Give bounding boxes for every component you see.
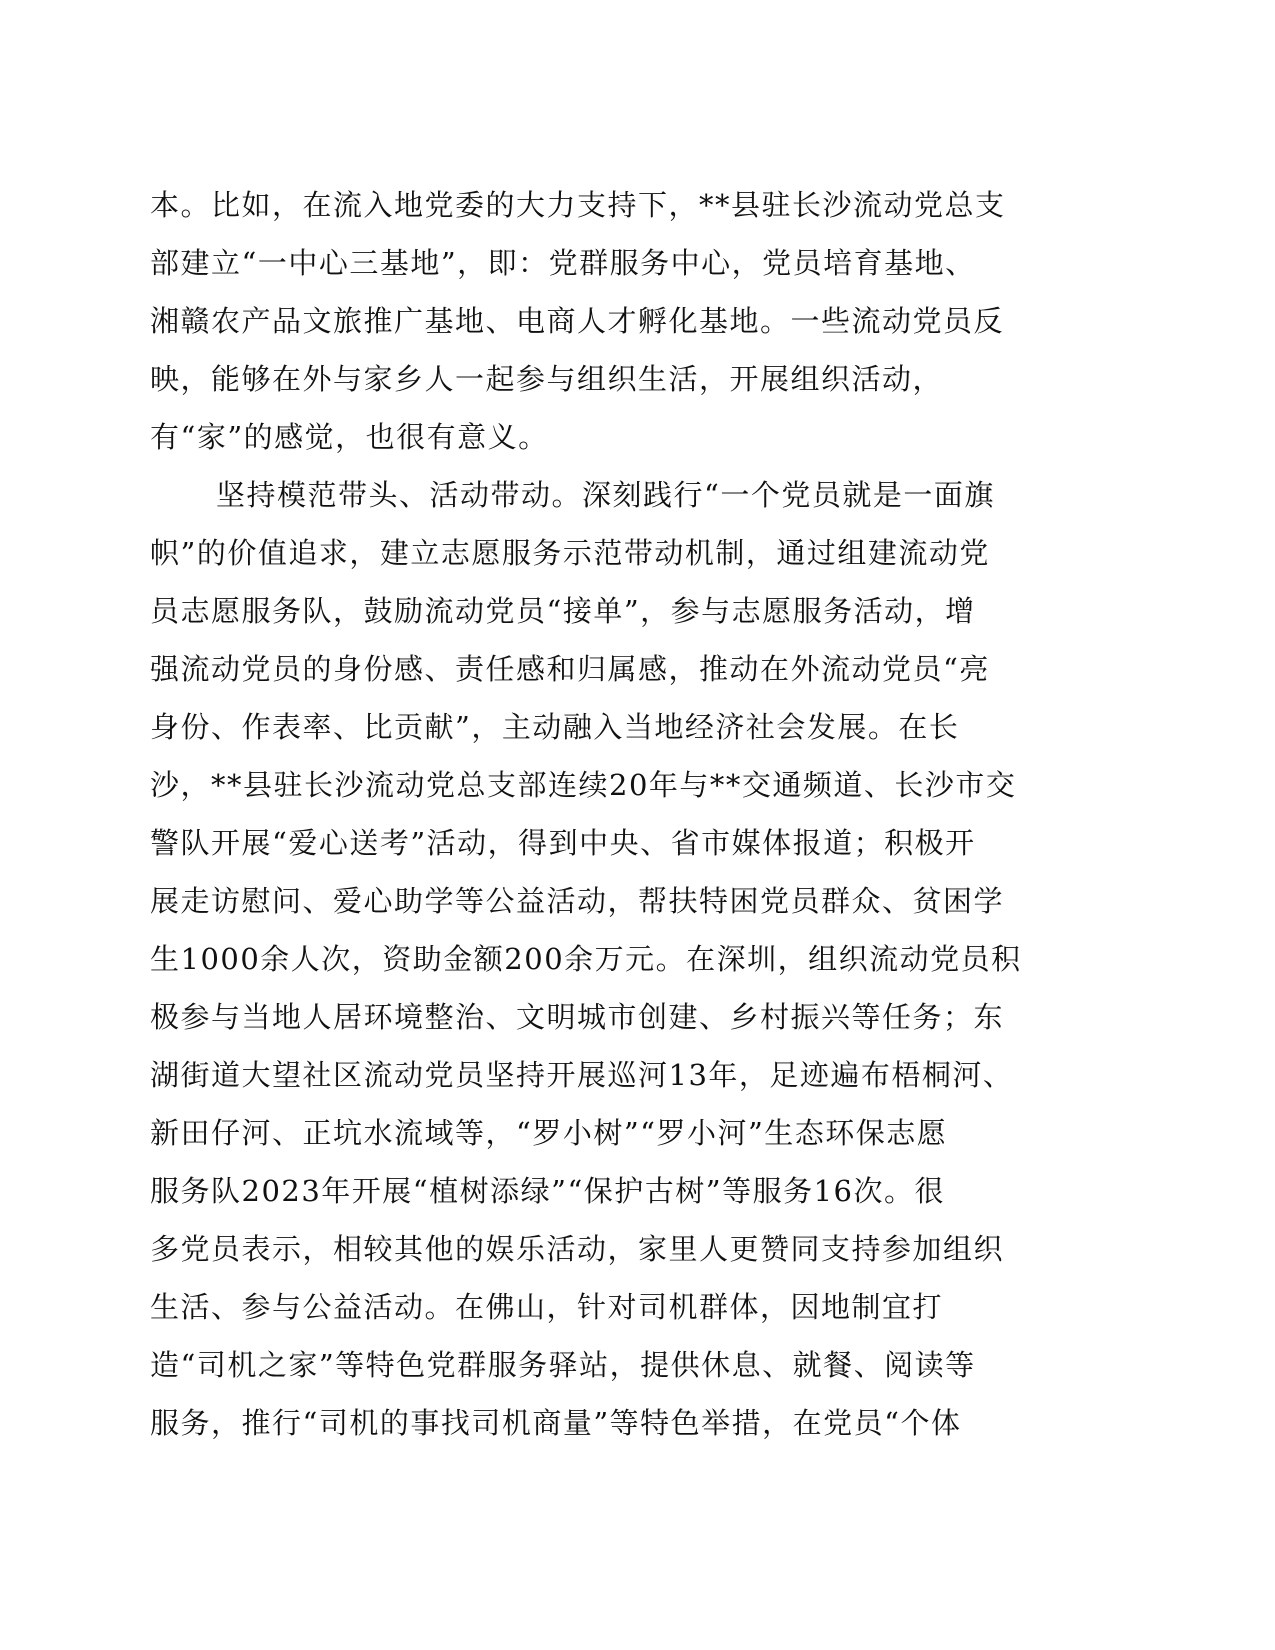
text-line: 服务队2023年开展“植树添绿”“保护古树”等服务16次。很 — [150, 1174, 946, 1208]
paragraph-model-leadership — [150, 466, 1090, 1452]
text-line: 有“家”的感觉，也很有意义。 — [150, 420, 549, 454]
paragraph-continuation — [150, 176, 1090, 466]
text-line: 生活、参与公益活动。在佛山，针对司机群体，因地制宜打 — [150, 1290, 944, 1324]
text-line: 湘赣农产品文旅推广基地、电商人才孵化基地。一些流动党员反 — [150, 304, 1005, 338]
text-line: 造“司机之家”等特色党群服务驿站，提供休息、就餐、阅读等 — [150, 1348, 976, 1382]
text-line: 员志愿服务队，鼓励流动党员“接单”，参与志愿服务活动，增 — [150, 594, 976, 628]
text-line: 湖街道大望社区流动党员坚持开展巡河13年，足迹遍布梧桐河、 — [150, 1058, 1014, 1092]
text-line: 生1000余人次，资助金额200余万元。在深圳，组织流动党员积 — [150, 942, 1022, 976]
text-line: 极参与当地人居环境整治、文明城市创建、乡村振兴等任务；东 — [150, 1000, 1005, 1034]
text-line: 多党员表示，相较其他的娱乐活动，家里人更赞同支持参加组织 — [150, 1232, 1005, 1266]
body-text — [150, 176, 1090, 1452]
text-line: 展走访慰问、爱心助学等公益活动，帮扶特困党员群众、贫困学 — [150, 884, 1005, 918]
text-line: 沙，**县驻长沙流动党总支部连续20年与**交通频道、长沙市交 — [150, 768, 1017, 802]
text-line: 坚持模范带头、活动带动。深刻践行“一个党员就是一面旗 — [216, 478, 995, 512]
text-line: 身份、作表率、比贡献”，主动融入当地经济社会发展。在长 — [150, 710, 960, 744]
text-line: 新田仔河、正坑水流域等，“罗小树”“罗小河”生态环保志愿 — [150, 1116, 948, 1150]
text-line: 映，能够在外与家乡人一起参与组织生活，开展组织活动， — [150, 362, 944, 396]
text-line: 帜”的价值追求，建立志愿服务示范带动机制，通过组建流动党 — [150, 536, 990, 570]
text-line: 强流动党员的身份感、责任感和归属感，推动在外流动党员“亮 — [150, 652, 990, 686]
text-line: 本。比如，在流入地党委的大力支持下，**县驻长沙流动党总支 — [150, 188, 1006, 222]
text-line: 服务，推行“司机的事找司机商量”等特色举措，在党员“个体 — [150, 1406, 962, 1440]
text-line: 部建立“一中心三基地”，即：党群服务中心，党员培育基地、 — [150, 246, 976, 280]
text-line: 警队开展“爱心送考”活动，得到中央、省市媒体报道；积极开 — [150, 826, 976, 860]
